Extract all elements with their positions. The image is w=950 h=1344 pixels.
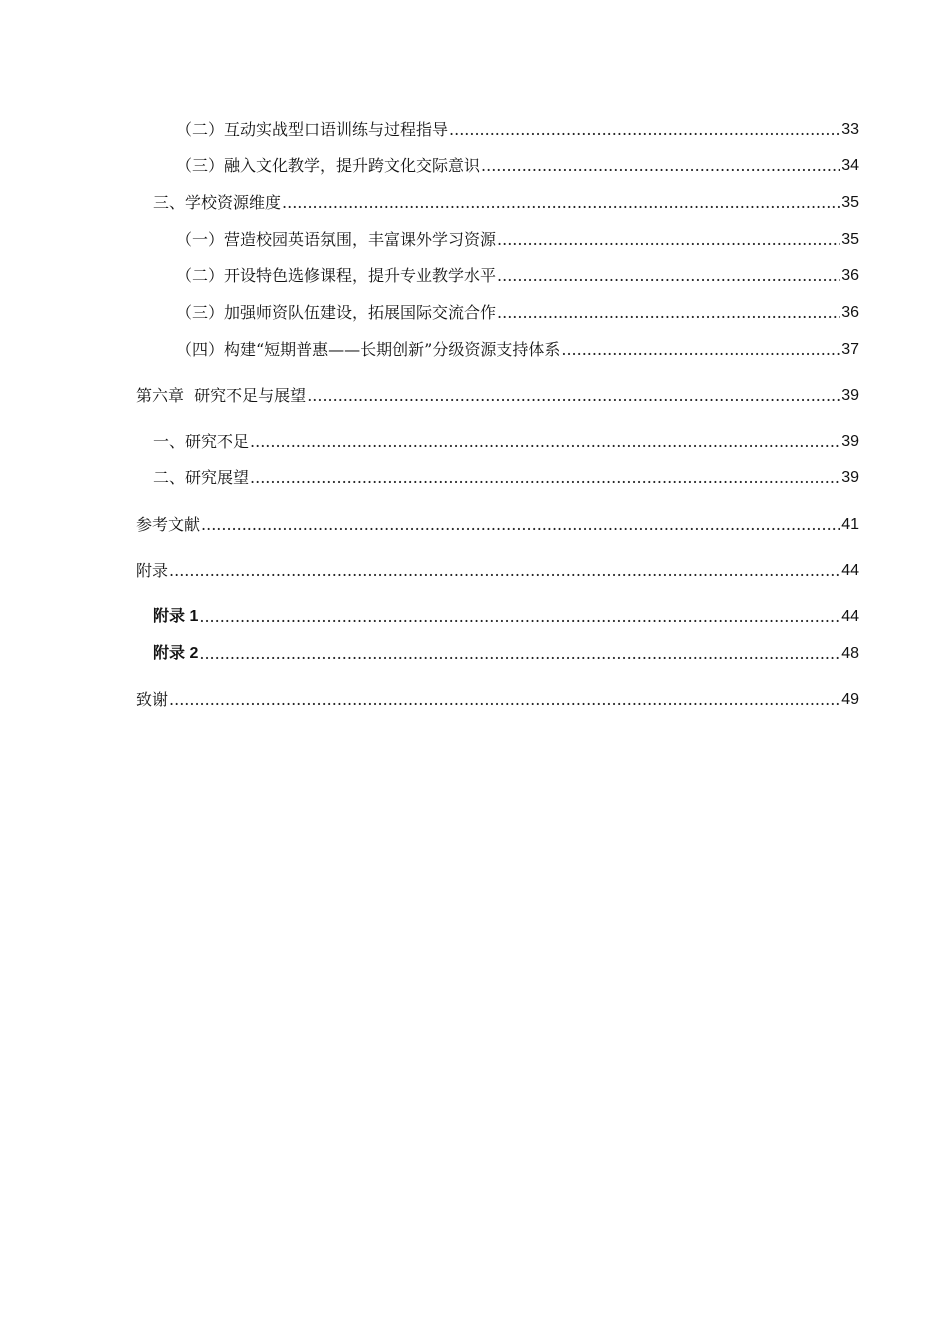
toc-entry-title: 三、学校资源维度: [153, 193, 282, 212]
toc-entry-page: 39: [841, 433, 859, 450]
toc-entry[interactable]: [176, 226, 859, 250]
toc-entry[interactable]: [153, 189, 859, 213]
dot-leader: [201, 515, 840, 535]
toc-entry-page: 34: [841, 157, 859, 174]
toc-chapter-entry[interactable]: [136, 511, 859, 535]
toc-entry-title: （四）构建“短期普惠——长期创新”分级资源支持体系: [176, 340, 561, 359]
dot-leader: [199, 644, 840, 664]
toc-entry[interactable]: [176, 262, 859, 286]
toc-entry-page: 39: [841, 387, 859, 404]
toc-entry-page: 36: [841, 267, 859, 284]
toc-entry-page: 39: [841, 469, 859, 486]
toc-entry[interactable]: [176, 152, 859, 176]
toc-entry-page: 33: [841, 121, 859, 138]
toc-entry-title: 参考文献: [136, 515, 201, 534]
toc-entry-title: （一）营造校园英语氛围，丰富课外学习资源: [176, 230, 497, 249]
toc-chapter-entry[interactable]: [136, 382, 859, 406]
toc-entry-page: 35: [841, 194, 859, 211]
toc-entry-title: 第六章 研究不足与展望: [136, 386, 307, 405]
dot-leader: [250, 432, 840, 452]
dot-leader: [169, 690, 840, 710]
dot-leader: [282, 193, 840, 213]
toc-entry[interactable]: [153, 640, 859, 664]
dot-leader: [449, 120, 840, 140]
toc-entry-page: 49: [841, 691, 859, 708]
toc-entry-title: 附录 2: [153, 645, 199, 662]
toc-entry-page: 37: [841, 341, 859, 358]
toc-entry-title: 二、研究展望: [153, 468, 250, 487]
toc-entry-title: （三）融入文化教学，提升跨文化交际意识: [176, 156, 481, 175]
toc-entry-title: 附录 1: [153, 608, 199, 625]
dot-leader: [169, 561, 840, 581]
toc-entry[interactable]: [176, 299, 859, 323]
dot-leader: [250, 468, 840, 488]
toc-entry-title: （二）开设特色选修课程，提升专业教学水平: [176, 266, 497, 285]
toc-chapter-entry[interactable]: [136, 557, 859, 581]
toc-entry-page: 44: [841, 608, 859, 625]
toc-entry[interactable]: [153, 603, 859, 627]
dot-leader: [497, 230, 840, 250]
toc-entry-title: （三）加强师资队伍建设，拓展国际交流合作: [176, 303, 497, 322]
toc-entry[interactable]: [153, 428, 859, 452]
dot-leader: [199, 607, 840, 627]
toc-entry-page: 41: [841, 516, 859, 533]
toc-entry-page: 48: [841, 645, 859, 662]
toc-entry[interactable]: [176, 336, 859, 360]
toc-chapter-entry[interactable]: [136, 686, 859, 710]
toc-entry-title: （二）互动实战型口语训练与过程指导: [176, 120, 449, 139]
dot-leader: [561, 340, 840, 360]
dot-leader: [497, 266, 840, 286]
dot-leader: [481, 156, 840, 176]
toc-entry-page: 44: [841, 562, 859, 579]
toc-entry-title: 致谢: [136, 690, 169, 709]
toc-entry-title: 一、研究不足: [153, 432, 250, 451]
dot-leader: [497, 303, 840, 323]
toc-entry[interactable]: [176, 116, 859, 140]
toc-entry-page: 36: [841, 304, 859, 321]
toc-entry-title: 附录: [136, 561, 169, 580]
toc-entry-page: 35: [841, 231, 859, 248]
dot-leader: [307, 386, 840, 406]
toc-entry[interactable]: [153, 464, 859, 488]
